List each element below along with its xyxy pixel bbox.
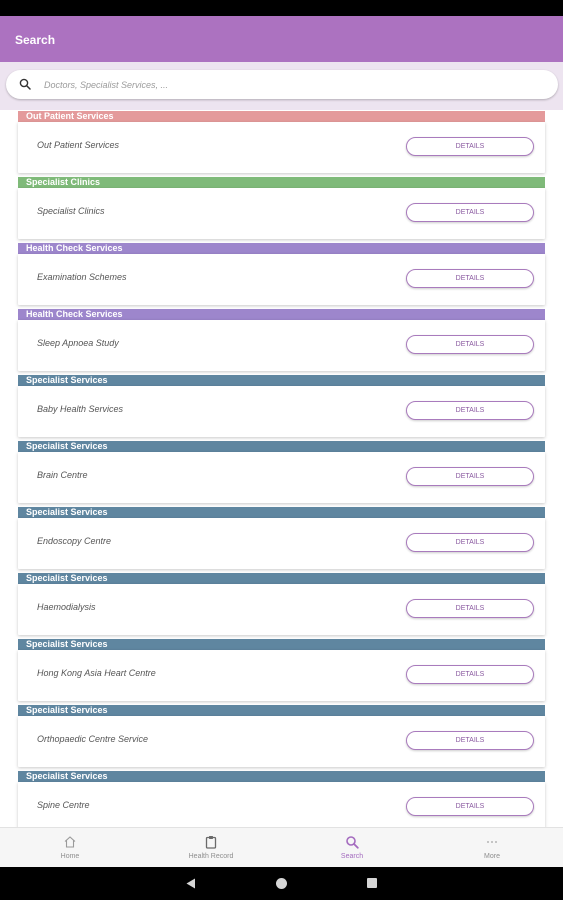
service-section (18, 177, 545, 241)
service-section (18, 507, 545, 571)
home-icon (63, 835, 77, 849)
search-area (0, 62, 563, 110)
bottom-navigation (0, 827, 563, 867)
service-name: Baby Health Services (37, 404, 124, 414)
category-header: Specialist Services (18, 639, 545, 650)
service-section (18, 111, 545, 175)
search-input[interactable] (44, 77, 534, 92)
category-header: Specialist Services (18, 705, 545, 716)
service-card (18, 716, 545, 767)
service-name: Spine Centre (37, 800, 90, 810)
nav-health-record[interactable] (151, 828, 271, 868)
nav-more[interactable] (432, 828, 552, 868)
service-card (18, 518, 545, 569)
category-header: Specialist Services (18, 507, 545, 518)
clipboard-icon (204, 835, 218, 849)
category-header: Specialist Services (18, 375, 545, 386)
service-card (18, 386, 545, 437)
service-name: Orthopaedic Centre Service (37, 734, 149, 744)
search-icon (19, 78, 31, 90)
service-card (18, 254, 545, 305)
service-section (18, 375, 545, 439)
service-section (18, 441, 545, 505)
category-header: Specialist Clinics (18, 177, 545, 188)
service-name: Sleep Apnoea Study (37, 338, 119, 348)
details-button[interactable]: DETAILS (406, 401, 534, 420)
service-name: Brain Centre (37, 470, 88, 480)
page-title: Search (15, 33, 56, 47)
service-name: Out Patient Services (37, 140, 120, 150)
nav-label: Search (340, 853, 364, 860)
service-name: Examination Schemes (37, 272, 127, 282)
home-circle-icon[interactable] (276, 878, 287, 889)
search-icon (345, 835, 359, 849)
app-bar (0, 16, 563, 62)
service-section (18, 705, 545, 769)
recents-square-icon[interactable] (367, 878, 377, 888)
category-header: Health Check Services (18, 243, 545, 254)
details-button[interactable]: DETAILS (406, 665, 534, 684)
nav-label: Health Record (188, 853, 234, 860)
details-button[interactable]: DETAILS (406, 797, 534, 816)
service-card (18, 188, 545, 239)
details-button[interactable]: DETAILS (406, 137, 534, 156)
search-box[interactable] (6, 70, 558, 99)
system-navigation-bar (0, 867, 563, 900)
service-card (18, 320, 545, 371)
category-header: Specialist Services (18, 771, 545, 782)
details-button[interactable]: DETAILS (406, 335, 534, 354)
service-name: Endoscopy Centre (37, 536, 112, 546)
service-name: Hong Kong Asia Heart Centre (37, 668, 156, 678)
service-section (18, 639, 545, 703)
nav-label: Home (60, 853, 80, 860)
details-button[interactable]: DETAILS (406, 467, 534, 486)
service-section (18, 573, 545, 637)
category-header: Specialist Services (18, 441, 545, 452)
back-icon[interactable] (186, 878, 196, 889)
service-card (18, 782, 545, 827)
category-header: Out Patient Services (18, 111, 545, 122)
service-name: Specialist Clinics (37, 206, 105, 216)
service-card (18, 584, 545, 635)
service-section (18, 309, 545, 373)
service-section (18, 243, 545, 307)
details-button[interactable]: DETAILS (406, 269, 534, 288)
status-bar (0, 0, 563, 16)
service-card (18, 650, 545, 701)
details-button[interactable]: DETAILS (406, 599, 534, 618)
more-icon (485, 835, 499, 849)
details-button[interactable]: DETAILS (406, 203, 534, 222)
details-button[interactable]: DETAILS (406, 731, 534, 750)
nav-label: More (484, 853, 500, 860)
service-name: Haemodialysis (37, 602, 96, 612)
category-header: Health Check Services (18, 309, 545, 320)
category-header: Specialist Services (18, 573, 545, 584)
nav-home[interactable] (10, 828, 130, 868)
service-list[interactable] (0, 110, 563, 827)
service-card (18, 452, 545, 503)
service-card (18, 122, 545, 173)
nav-search[interactable] (292, 828, 412, 868)
details-button[interactable]: DETAILS (406, 533, 534, 552)
service-section (18, 771, 545, 827)
